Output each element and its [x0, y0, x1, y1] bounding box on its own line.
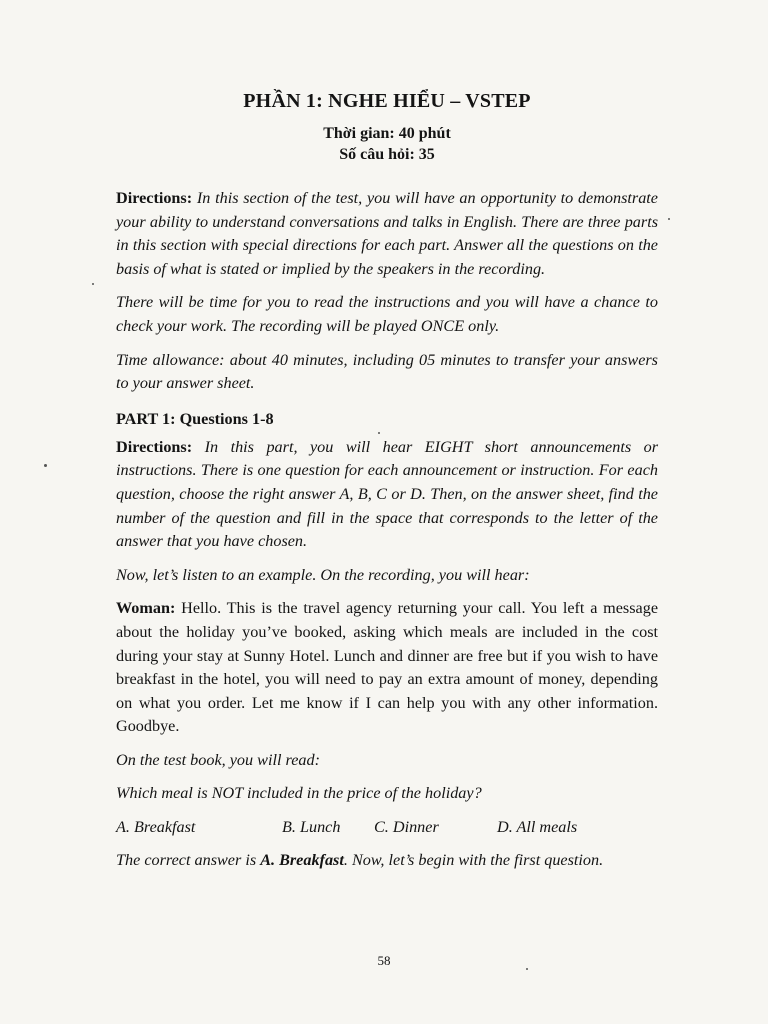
- example-transcript: [116, 597, 658, 739]
- option-c: C. Dinner: [374, 818, 439, 837]
- example-question: Which meal is NOT included in the price of the holiday?: [116, 784, 482, 803]
- part1-directions-label: Directions:: [116, 437, 193, 456]
- part1-directions: [116, 436, 658, 554]
- time-allowance-note: Time allowance: about 40 minutes, including 05 minutes to transfer your answers to your answer sheet.: [116, 350, 658, 393]
- answer-bold: A. Breakfast: [260, 851, 344, 870]
- read-intro: On the test book, you will read:: [116, 750, 320, 769]
- time-info: Thời gian: 40 phút: [323, 125, 451, 142]
- speaker-label: Woman:: [116, 599, 176, 618]
- option-d: D. All meals: [497, 818, 578, 837]
- answer-options: [116, 816, 658, 839]
- instruction-note: There will be time for you to read the instructions and you will have a chance to check your work. The recording will be played ONCE only.: [116, 293, 658, 335]
- page-title: PHẦN 1: NGHE HIỂU – VSTEP: [243, 90, 531, 112]
- directions-text: In this section of the test, you will have an opportunity to demonstrate your ability to understand conversations and talks in English. There are three parts in this section with special directions for each part. Answer all the questions on the basis of what is stated or implied by the speakers in the recording.: [116, 189, 658, 278]
- correct-answer: [116, 849, 658, 873]
- example-intro: Now, let’s listen to an example. On the recording, you will hear:: [116, 565, 530, 584]
- question-count: Số câu hỏi: 35: [339, 146, 435, 163]
- general-directions: [116, 187, 658, 281]
- answer-prefix: The correct answer is: [116, 851, 261, 870]
- scan-speck: [92, 283, 94, 285]
- answer-suffix: . Now, let’s begin with the first question.: [343, 851, 604, 870]
- part1-heading: PART 1: Questions 1-8: [116, 409, 274, 428]
- directions-label: Directions:: [116, 189, 193, 207]
- option-a: A. Breakfast: [116, 818, 196, 837]
- speaker-text: Hello. This is the travel agency returning your call. You left a message about the holiday you’ve booked, asking which meals are included in the cost during your stay at Sunny Hotel. Lunch and dinner are free but if you wish to have breakfast in the hotel, you will need to pay an extra amount of money, depending on what you order. Let me know if I can help you with any other information. Goodbye.: [116, 599, 658, 736]
- page-number: 58: [377, 953, 391, 968]
- scan-speck: [526, 968, 528, 970]
- scan-speck: [378, 432, 380, 434]
- option-b: B. Lunch: [282, 818, 341, 837]
- scan-speck: [44, 464, 47, 467]
- scan-speck: [668, 218, 670, 220]
- part1-directions-text: In this part, you will hear EIGHT short announcements or instructions. There is one question for each announcement or instruction. For each question, choose the right answer A, B, C or D. Then, on the answer sheet, find the number of the question and fill in the space that corresponds to the letter of the answer that you have chosen.: [116, 437, 658, 551]
